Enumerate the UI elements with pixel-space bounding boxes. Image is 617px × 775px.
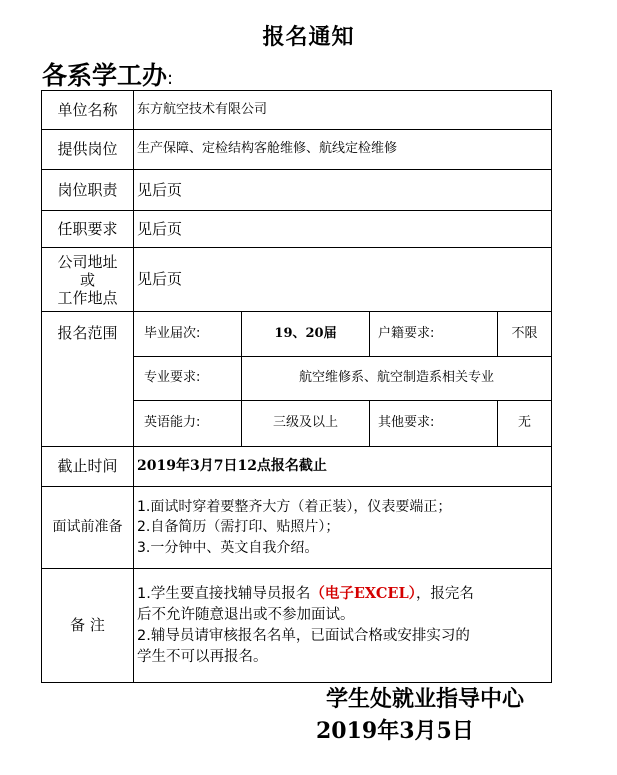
notice-table [41, 90, 552, 683]
hukou-value: 不限 [511, 325, 538, 341]
requirements-value: 见后页 [137, 219, 183, 238]
grad-value: 19、20届 [274, 325, 337, 341]
scope-label: 报名范围 [57, 324, 118, 342]
company-label: 单位名称 [57, 100, 118, 119]
notes-text [134, 569, 551, 682]
address-value: 见后页 [137, 270, 183, 289]
notes-label: 备 注 [70, 616, 105, 635]
other-label: 其他要求: [378, 415, 435, 431]
signature-org: 学生处就业指导中心 [326, 687, 525, 712]
recipient-colon: : [167, 68, 174, 89]
notes-line: 后不允许随意退出或不参加面试。 [137, 606, 355, 623]
page-title: 报名通知 [262, 25, 355, 50]
interview-line: 2.自备简历（需打印、贴照片）； [137, 519, 340, 536]
address-label-line2: 或 [79, 270, 95, 289]
english-value: 三级及以上 [272, 415, 338, 431]
notes-line [137, 583, 474, 605]
address-label-line3: 工作地点 [57, 288, 118, 307]
signature-date: 2019年3月5日 [316, 718, 474, 744]
grad-label: 毕业届次: [144, 325, 201, 341]
address-label [42, 248, 133, 311]
requirements-label: 任职要求 [57, 219, 118, 238]
other-value: 无 [517, 415, 531, 431]
deadline-label: 截止时间 [57, 457, 118, 476]
notes-excel-highlight: （电子EXCEL） [310, 584, 416, 602]
duties-label: 岗位职责 [57, 180, 118, 199]
positions-label: 提供岗位 [57, 140, 118, 159]
hukou-label: 户籍要求: [378, 325, 435, 341]
positions-value: 生产保障、定检结构客舱维修、航线定检维修 [137, 141, 398, 157]
interview-line: 3.一分钟中、英文自我介绍。 [137, 539, 319, 556]
major-value: 航空维修系、航空制造系相关专业 [298, 370, 494, 386]
interview-line: 1.面试时穿着要整齐大方（着正装），仪表要端正； [137, 499, 452, 516]
table-border-right [551, 90, 552, 683]
interview-label: 面试前准备 [52, 518, 123, 535]
notes-line1-prefix: 1.学生要直接找辅导员报名 [137, 585, 311, 602]
recipient-heading [42, 56, 173, 92]
deadline-value: 2019年3月7日12点报名截止 [137, 457, 327, 474]
company-value: 东方航空技术有限公司 [137, 101, 268, 117]
english-label: 英语能力: [144, 415, 201, 431]
recipient-text: 各系学工办 [42, 61, 168, 90]
notes-line: 学生不可以再报名。 [137, 649, 268, 666]
notes-line1-suffix: ，报完名 [415, 585, 474, 602]
duties-value: 见后页 [137, 180, 183, 199]
address-label-line1: 公司地址 [57, 252, 118, 271]
interview-instructions [134, 487, 551, 568]
major-label: 专业要求: [144, 370, 201, 386]
notes-line: 2.辅导员请审核报名名单，已面试合格或安排实习的 [137, 628, 470, 644]
